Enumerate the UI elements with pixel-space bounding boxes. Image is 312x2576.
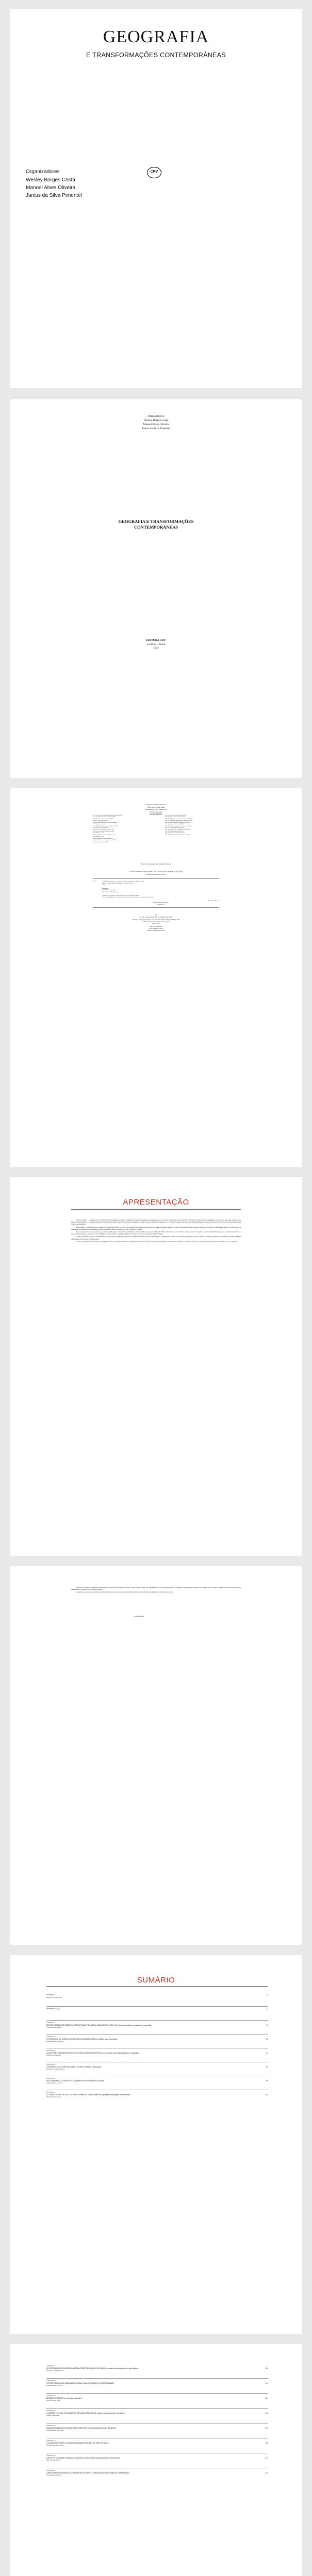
toc-heading: SUMÁRIO (137, 1976, 175, 1985)
council-member: Profª. Drª. Andréia da Silva Quintanilha Sousa (UNIR/UFRN) (93, 815, 123, 816)
presentation-page (10, 1177, 302, 1556)
title-page-organizers-label: Organizadores (147, 415, 165, 418)
toc-entry[interactable] (46, 2439, 268, 2447)
presentation-heading-rule (71, 1209, 241, 1210)
cip-line: 1. Educação – geografia 2. Estudos urbanos 3. Desenvolvimento 4. Cidades (102, 894, 140, 896)
footer-line: E-mail: sac@editoracrv.com.br (147, 930, 165, 932)
cip-line: ISBN 978-85-444-2042-8 (102, 889, 115, 891)
toc-author: Wesley Borges Costa (46, 2474, 61, 2477)
toc-chapter-label: CAPÍTULO 5 (46, 2077, 56, 2079)
toc-entry[interactable] (46, 2425, 268, 2432)
toc-title: O CURRÍCULO DO CURSO DE LICENCIATURA EM GEOGRAFIA: desafios para a formação (46, 2038, 118, 2040)
presentation-closing (71, 1587, 241, 1594)
council-member: Profª. Drª. Maria Cristina dos Santos Bezerra (UFSCar) (165, 825, 192, 827)
toc-author: Mario Ferreira Silva (46, 2399, 60, 2402)
council-member: Prof. Dr. Celso Conti (UFSCar) (93, 820, 108, 822)
toc-title: APRESENTAÇÃO (46, 2008, 60, 2010)
toc-entry[interactable] (46, 2091, 268, 2098)
toc-page-number: 105 (265, 2093, 268, 2096)
toc-page-number: 161 (265, 2397, 268, 2399)
council-member: Três de Febrero - Argentina) (93, 824, 107, 825)
cip-code: G297 (93, 880, 96, 882)
paragraph: Nossa preocupação foi de agregar estudos que revelam as transformações contemporâneas em diferentes escalas e territórios, em especial no Estado da Bahia, trazendo debates sobre a formação docente, o ensino de Geografia, o papel das cidades médias e pequenas, a reestruturação produtiva, o desenvolvimento regional, os territórios e as territorialidades, as políticas públicas e a questão ambiental, em um esforço coletivo de interpretação crítica da realidade. (71, 1231, 241, 1235)
toc-entry[interactable] (46, 1994, 268, 1998)
toc-chapter-label: CAPÍTULO 12 (46, 2439, 57, 2442)
footer-line: Todos os direitos desta edição reservados pela: (142, 921, 170, 923)
title-page-organizer: Wesley Borges Costa (144, 419, 168, 422)
toc-entry[interactable] (46, 2469, 268, 2477)
council-member: de La Havana – Cuba) (93, 836, 104, 838)
toc-page-number: 175 (265, 2412, 268, 2414)
toc-divider (46, 2393, 268, 2394)
council-member: Prof. Dr. Élsio José Corá (UFFS) (93, 827, 109, 829)
toc-entry[interactable] (46, 2022, 268, 2029)
toc-entry[interactable] (46, 2365, 268, 2372)
toc-page-number: 123 (265, 2367, 268, 2369)
toc-author: Junius da Silva Pimentel (46, 2369, 63, 2372)
copyright-line: Conselho Editorial: (149, 813, 163, 815)
toc-entry[interactable] (46, 2395, 268, 2402)
title-page-year: 2017 (153, 647, 159, 650)
copyright-footer (10, 914, 302, 933)
council-member: Prof. Dr. Paulo Romualdo Hernandes (UNIFAL-MG) (165, 822, 191, 823)
editorial-council-right (165, 815, 232, 836)
presentation-heading: APRESENTAÇÃO (123, 1198, 189, 1207)
editorial-council-left (93, 815, 160, 843)
copyright-page (10, 788, 302, 1167)
copyright-line: Copyright © da Editora CRV Ltda. (145, 804, 167, 806)
title-page-organizer: Junius da Silva Pimentel (142, 427, 170, 430)
toc-divider (46, 2006, 268, 2007)
toc-page (10, 1955, 302, 2334)
toc-chapter-label: CAPÍTULO 1 (46, 2022, 56, 2024)
toc-author: Edvaldo de Oliveira Souza (46, 2068, 65, 2071)
cip-line: Bibliografia (102, 887, 108, 889)
toc-chapter-label: CAPÍTULO 9 (46, 2395, 56, 2397)
toc-author: Edite de Souza Souza (46, 1996, 62, 1998)
toc-page-number: 47 (266, 2052, 268, 2054)
title-page-title-line2: CONTEMPORÂNEAS (134, 524, 178, 530)
toc-chapter-label: CAPÍTULO 11 (46, 2425, 56, 2427)
toc-chapter-label: CAPÍTULO 4 (46, 2063, 56, 2065)
publisher-logo (146, 166, 162, 179)
toc-page-number: 11 (266, 2008, 268, 2010)
toc-title: GEOGRAFIA FÍSICA NEATUALIDADE: conceitos, métodos e aplicações (46, 2065, 102, 2068)
council-member: Prof. Dr. Tadeu Oliver Gonçalves (UFPA) (165, 833, 185, 834)
council-member: Prof. Dr. Jailson Alves dos Santos (UFRJ) (93, 838, 113, 839)
toc-author: Jacques Almeida Novais (46, 2444, 63, 2447)
toc-divider (46, 2423, 268, 2424)
toc-page-number: 205 (265, 2442, 268, 2444)
toc-title: BREVES REFLEXÕES SOBRE A GEOGRAFIA DAS PAISAGENS PARAMENSES (SÉC. XIX) e fundamentações em estudos de geografia (46, 2024, 151, 2026)
toc-entry[interactable] (46, 2410, 268, 2417)
toc-page-number: 67 (266, 2065, 268, 2068)
cip-line: 224 p. (102, 884, 105, 886)
toc-title: CAETITÉ E GUANAMBI: dinâmicas produtivas e transformações socioespaciais no sertão baiano (46, 2456, 120, 2459)
council-member: Profª. Drª. Elione Maria Nogueira Diogenes (UFAL) (93, 825, 118, 827)
toc-entry[interactable] (46, 2077, 268, 2084)
toc-page-number: 233 (265, 2471, 268, 2474)
cip-line: Oliveira, Junius da Silva Pimentel (orgs.) – Curitiba: CRV, 2017. (102, 882, 134, 884)
cip-line: Geografia e transformações contemporâneas / Wesley Borges Costa, Manoel Alves de (102, 880, 145, 882)
toc-author: Wesley Borges Costa (46, 2026, 61, 2029)
toc-chapter-label: CAPÍTULO 3 (46, 2049, 56, 2052)
council-member: Profª. Drª. Maria Lília Imbiriba Sousa Colares (UFOPA) (165, 820, 192, 822)
toc-heading-rule (46, 1986, 268, 1987)
toc-title: O DIREITO POLÍTICO E O MUNICÍPIO DE LAGOA REAL-BAHIA: análise e considerações necessárias (46, 2412, 125, 2414)
toc-title: LUTA PELA TERRA EM CAETITÉ-BAHIA: conflitos no campo a partir da implantação de projetos de mineração (46, 2093, 130, 2096)
toc-title: DESENVOLVIMENTO: do velho ao sustentável (46, 2397, 83, 2399)
paragraph: Nesse elan, ressaltamos as diferentes contribuições de cada autor, que ao longo dos capítulos, lançam olhares distintos, mas complementares, sobre a realidade geográfica. Acreditamos que a presente coletânea possa contribuir com os debates e reflexões em torno das transformações contemporâneas, estimulando novos estudos e pesquisas. (71, 1587, 241, 1591)
cip-line: CDU 37:911 CDD 371.9 (207, 900, 219, 902)
toc-author: Maria Geralda de Souza (46, 2040, 63, 2043)
toc-author: Gabriela Ribeiro Rocha (46, 2384, 63, 2387)
toc-author: Vânia da Silva Maranhão (46, 2429, 64, 2432)
council-member: Prof. Dr. João Adalberto Campato Junior (UNESP) (93, 840, 117, 841)
toc-entry[interactable] (46, 2063, 268, 2071)
toc-page-number: 217 (265, 2456, 268, 2459)
council-member: Prof. Dr. Guillermo Arias Beatón (Universidade (93, 834, 116, 836)
toc-chapter-label: CAPÍTULO 7 (46, 2365, 56, 2367)
toc-chapter-label: CAPÍTULO 6 (46, 2091, 56, 2093)
toc-page-number: 13 (266, 2024, 268, 2026)
title-page-city: Curitiba - Brasil (146, 643, 166, 646)
council-member: Profª. Drª. Solange Helena Ximenes-Rocha (UFOPA) (165, 829, 191, 831)
cover-organizers-label: Organizadores (26, 169, 60, 175)
toc-author: Wesley Borges Costa (46, 2096, 61, 2098)
copyright-line: Revisão: Os Autores (150, 810, 162, 813)
council-member: Prof. Dr. Josania Portela (UFPI) (93, 841, 108, 843)
publisher-logo-text: CRV (150, 170, 158, 174)
toc-entry[interactable] (46, 2380, 268, 2387)
council-member: de La Havana – Cuba) (93, 833, 104, 834)
footer-line: Tel.: (41) 3039-6418 (150, 925, 162, 927)
title-page (10, 399, 302, 778)
council-member: Profª. Drª. Sydione Santos (UEPG PR) (165, 831, 184, 832)
council-member: Prof. Dr. Gloria Fariñas León (Universidade (93, 831, 114, 832)
toc-author: Ana Paula Nunes Pires (46, 2082, 63, 2084)
toc-entry[interactable] (46, 2454, 268, 2462)
cover-organizer: Manoel Alves Oliveira (26, 185, 76, 191)
toc-chapter-label: CAPÍTULO 10 (46, 2410, 57, 2412)
toc-chapter-label: CAPÍTULO 8 (46, 2380, 56, 2382)
copyright-line: Editor-chefe: Railson Moura (147, 806, 165, 808)
cover-organizer: Junius da Silva Pimentel (26, 193, 82, 198)
toc-chapter-label: CAPÍTULO 2 (46, 2036, 56, 2038)
toc-page-number: 85 (266, 2079, 268, 2082)
cip-record (93, 878, 219, 908)
toc-title: CONCEPÇÃO GEOCIENTÍFICA EM ESTUDOS DA GEOGRAFIA FÍSICA: os rumos de bacias hidrográficas e da paisagem (46, 2052, 140, 2054)
footer-line: Foi feito o depósito legal conf. Lei 10.994 de 14/12/2004 (139, 917, 173, 919)
toc-entry[interactable] (46, 2008, 268, 2010)
paragraph: Agradecemos aos autores que aceitaram o convite para compor esta obra e a todos que, direta ou indiretamente, colaboraram para a sua realização. Desejamos uma boa leitura! (76, 1591, 174, 1594)
cip-subtitle: CATALOGAÇÃO NA FONTE (145, 873, 167, 875)
cip-line: DOI 10.24824/978854442042.8 (102, 891, 118, 893)
toc-entry[interactable] (46, 2049, 268, 2057)
cip-line: Índice para catálogo sistemático (153, 902, 169, 904)
cover-page (10, 9, 302, 388)
approval-note: Este livro foi aprovado pelo Conselho Editorial. (141, 863, 171, 865)
council-member: Profª. Drª. Maria de Lourdes Pinto de Almeida (UNOESC) (165, 818, 193, 820)
toc-author: Tadeus José Dorta (46, 2414, 60, 2417)
presentation-page-continued (10, 1566, 302, 1945)
title-page-publisher: EDITORA CRV (146, 639, 166, 642)
toc-title: ANÁLISE DO DESENVOLVIMENTO DO COMPLEXO EDUCACIONAL DE CAETITÉ-BAHIA (46, 2427, 116, 2429)
toc-chapter-label: CAPÍTULO 14 (46, 2469, 57, 2471)
toc-page-number: 29 (266, 2038, 268, 2040)
council-member: Prof. Dr. Rodrigo Pratte-Santos (UFES) (165, 824, 184, 825)
cip-line: I. Costa, Wesley Borges. org. II. Oliveira, Manoel Alves de. org. III. Pimentel, Junius da Silva. IV. Título (102, 896, 154, 899)
paragraph: O grupo de pesquisa "Geografia e Transformações Contemporâneas" (UNEB/CNPq) apresenta à comunidade este volume contendo temas debatidos e amadurecidos ao longo de seus encontros, seminários, projetos de pesquisa e orientações, reforçando a importância da produção acadêmica comprometida com os desafios do tempo presente. (71, 1236, 241, 1240)
toc-entry[interactable] (46, 2036, 268, 2043)
footer-line: Editora CRV (152, 923, 160, 925)
cover-organizer: Wesley Borges Costa (26, 177, 75, 183)
toc-page-number: 9 (267, 1994, 268, 1996)
toc-chapter-label: CAPÍTULO 13 (46, 2454, 57, 2456)
council-member: Prof. Dr. Cesar Gerónimo Tello (Univer .Nacional (93, 822, 117, 823)
toc-title: NOVO SEMIÁRIDO NORDESTINO: a gestão de recursos hídricos na Bahia (46, 2079, 104, 2082)
paragraph: Nesse contexto, a presente obra reúne resultados de pesquisas desenvolvidas no âmbito da pós-graduação em Geografia, abordando desde as dinâmicas urbanas e regionais até questões relacionadas ao ensino, à educação geográfica e à produção do conhecimento, sempre com a preocupação de compreender as transformações contemporâneas do espaço geográfico brasileiro e, de modo particular, do Nordeste e da Bahia. (71, 1226, 241, 1230)
council-member: Prof. Dr. Francisco Carlos Duarte (PUC-PR) (93, 829, 114, 831)
cover-subtitle: E TRANSFORMAÇÕES CONTEMPORÂNEAS (86, 52, 226, 59)
presentation-signature: Os organizadores (134, 1616, 144, 1617)
cover-title: GEOGRAFIA (103, 27, 209, 46)
toc-title: AS CONTRADIÇÕES DO MODO CAPITALISTA DE PRODUÇÃO NO CAMPO: o avanço do agronegócio no oeste baiano (46, 2367, 138, 2369)
paragraph: A obra está organizada em onze capítulos, que dialogam entre si e oferecem um panorama das possibilidades analíticas da Geografia contemporânea, constituindo-se em material de referência para estudantes, professores e pesquisadores interessados nas transformações do espaço geográfico. (76, 1241, 238, 1243)
toc-title: A REDE URBANA DA BAHIA E AS PEQUENAS CIDADES: a reestruturação urbano-regional no sertão baiano (46, 2471, 129, 2474)
presentation-body (71, 1219, 241, 1243)
toc-divider (46, 2034, 268, 2035)
toc-author: Manoel Alves Oliveira (46, 2054, 61, 2057)
council-member: Profª. Drª. Lourdes Helena da Silva (UFV) (165, 817, 186, 818)
title-page-organizer: Manoel Alves Oliveira (143, 423, 169, 426)
copyright-line: Diagramação e Capa: Editora CRV (145, 808, 167, 810)
toc-page-number: 191 (265, 2427, 268, 2429)
footer-line: Proibida a reprodução parcial ou total desta obra sem autorização da Editora CRV (132, 919, 180, 921)
toc-page-number: 141 (265, 2382, 268, 2384)
toc-divider (46, 2020, 268, 2021)
cip-line: 1. Geografia 371.9 (156, 904, 166, 906)
council-member: Prof. Dr. Leonel Severo Rocha (UNISINOS) (165, 815, 187, 816)
toc-author: Élida Oliveira Souza (46, 2459, 61, 2462)
footer-line: www.editoracrv.com.br (149, 927, 163, 929)
council-member: Prof. Dr. Sérgio Nunes de Jesus (IFRO) (165, 827, 184, 829)
toc-title: O TERRITÓRIO COMO DIMENSÃO ESPACIAL PARA ENTENDER A PLURIVERSIDADE (46, 2382, 114, 2384)
title-page-title: GEOGRAFIA E TRANSFORMAÇÕES (118, 519, 194, 524)
toc-title: O ENSINO SUPERIOR E A DINÂMICA URBANA REGIONAL DE CAETITÉ-BAHIA (46, 2442, 109, 2444)
paragraph: Como toda ciência, a Geografia passa por transformações. Remodelagens de conceitos, adensamento de temas, aprimoramento metodológico e recepção de teorias se relacionam com um mundo de composições e relações espaciais profundamente novas, tanto em suas origens quanto em seus efeitos. O espaço geográfico é um conjunto indissociável de sistemas de objetos e sistemas de ações que se transformam ao longo do tempo, redefinindo as relações entre a sociedade e a natureza, bem como entre os diferentes lugares do planeta, que agora se encontram cada vez mais integrados pela técnica e pela informação. (71, 1219, 241, 1226)
council-member: Profª. Drª. Carmen Tereza Velanga (UNIR) (93, 818, 113, 820)
council-member: Profª. Dr. Antônio Pereira Gaio Júnior (UFRRJ) (93, 817, 116, 818)
toc-page-continued (10, 2344, 302, 2576)
council-member: Profª. Drª. Tânia Suely Azevedo Brasileiro (UFOPA) (165, 834, 190, 836)
toc-divider (46, 2408, 268, 2409)
toc-divider (46, 2378, 268, 2379)
toc-title: PREFÁCIO (46, 1994, 55, 1996)
cip-title: DADOS INTERNACIONAIS DE CATALOGAÇÃO NA PUBLICAÇÃO (CIP) (129, 871, 183, 873)
footer-line: 2017 (154, 914, 158, 916)
copyright-header (10, 804, 302, 816)
